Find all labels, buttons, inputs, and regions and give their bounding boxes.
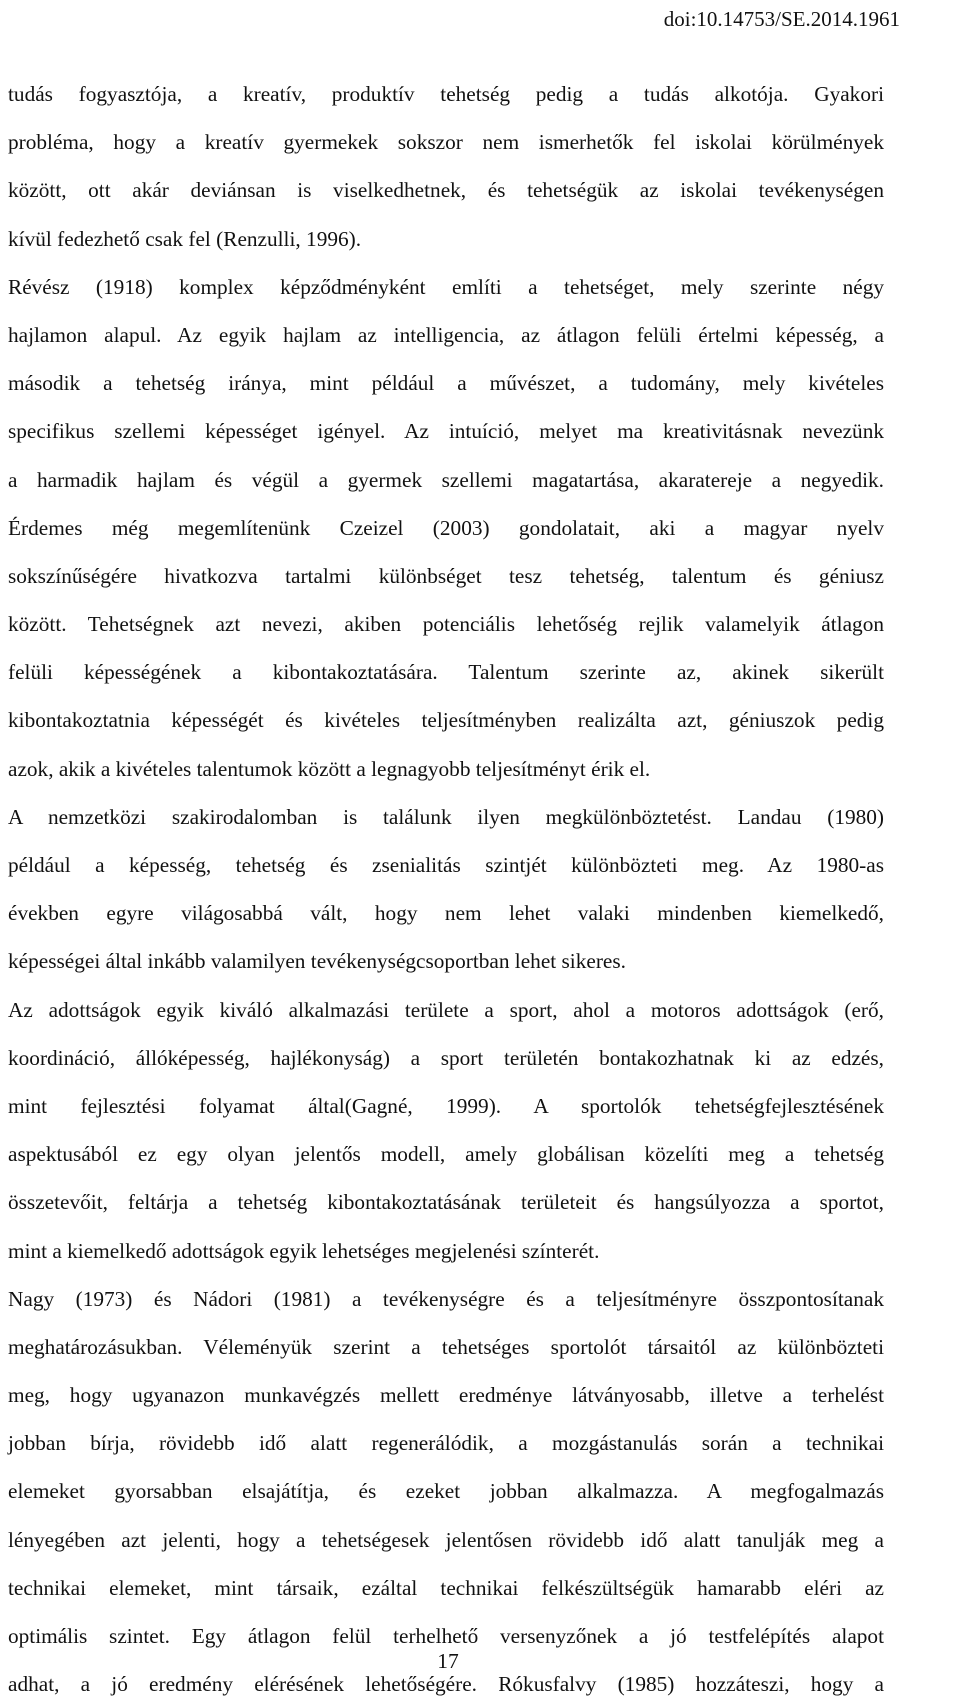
text-line: Az adottságok egyik kiváló alkalmazási területe a sport, ahol a motoros adottságok (erő, bbox=[8, 997, 884, 1022]
text-line: elemeket gyorsabban elsajátítja, és ezeket jobban alkalmazza. A megfogalmazás bbox=[8, 1479, 884, 1504]
text-line: adhat, a jó eredmény elérésének lehetőségére. Rókusfalvy (1985) hozzáteszi, hogy a bbox=[8, 1672, 884, 1697]
text-line: mint fejlesztési folyamat által(Gagné, 1999). A sportolók tehetségfejlesztésének bbox=[8, 1093, 884, 1118]
text-line: koordináció, állóképesség, hajlékonyság) a sport területén bontakozhatnak ki az edzés, bbox=[8, 1045, 884, 1070]
text-line: azok, akik a kivételes talentumok között a legnagyobb teljesítményt érik el. bbox=[8, 756, 651, 781]
text-line: között. Tehetségnek azt nevezi, akiben potenciális lehetőség rejlik valamelyik átlagon bbox=[8, 612, 884, 637]
text-line: kibontakoztatnia képességét és kivételes teljesítményben realizálta azt, géniuszok pedig bbox=[8, 708, 884, 733]
text-line: összetevőit, feltárja a tehetség kibontakoztatásának területeit és hangsúlyozza a sportot, bbox=[8, 1190, 884, 1215]
page-number: 17 bbox=[437, 1649, 459, 1673]
text-line: lényegében azt jelenti, hogy a tehetségesek jelentősen rövidebb idő alatt tanulják meg a bbox=[8, 1527, 884, 1552]
text-line: tudás fogyasztója, a kreatív, produktív tehetség pedig a tudás alkotója. Gyakori bbox=[8, 82, 884, 106]
text-line: második a tehetség iránya, mint például a művészet, a tudomány, mely kivételes bbox=[8, 371, 884, 396]
text-line: jobban bírja, rövidebb idő alatt regenerálódik, a mozgástanulás során a technikai bbox=[8, 1431, 884, 1456]
text-line: a harmadik hajlam és végül a gyermek szellemi magatartása, akaratereje a negyedik. bbox=[8, 467, 884, 492]
paragraph bbox=[8, 986, 884, 1275]
doi-header: doi:10.14753/SE.2014.1961 bbox=[663, 7, 900, 31]
text-line: meghatározásukban. Véleményük szerint a tehetséges sportolót társaitól az különbözteti bbox=[8, 1334, 884, 1359]
text-line: években egyre világosabbá vált, hogy nem lehet valaki mindenben kiemelkedő, bbox=[8, 901, 884, 926]
text-line: technikai elemeket, mint társaik, ezáltal technikai felkészültségük hamarabb eléri az bbox=[8, 1575, 884, 1600]
paragraph bbox=[8, 1275, 884, 1708]
paragraph bbox=[8, 793, 884, 986]
text-line: A nemzetközi szakirodalomban is találunk ilyen megkülönböztetést. Landau (1980) bbox=[8, 804, 884, 829]
body-text bbox=[8, 70, 884, 1708]
text-line: például a képesség, tehetség és zsenialitás szintjét különbözteti meg. Az 1980-as bbox=[8, 853, 884, 877]
text-line: felüli képességének a kibontakoztatására. Talentum szerinte az, akinek sikerült bbox=[8, 660, 884, 685]
text-line: Nagy (1973) és Nádori (1981) a tevékenységre és a teljesítményre összpontosítanak bbox=[8, 1286, 884, 1311]
text-line: között, ott akár deviánsan is viselkedhetnek, és tehetségük az iskolai tevékenységen bbox=[8, 178, 884, 203]
text-line: képességei által inkább valamilyen tevékenységcsoportban lehet sikeres. bbox=[8, 949, 626, 974]
text-line: sokszínűségére hivatkozva tartalmi különbséget tesz tehetség, talentum és géniusz bbox=[8, 563, 884, 588]
paragraph bbox=[8, 263, 884, 793]
text-line: specifikus szellemi képességet igényel. Az intuíció, melyet ma kreativitásnak nevezünk bbox=[8, 419, 884, 444]
text-line: Révész (1918) komplex képződményként említi a tehetséget, mely szerinte négy bbox=[8, 274, 884, 299]
text-line: mint a kiemelkedő adottságok egyik lehetséges megjelenési színterét. bbox=[8, 1238, 600, 1263]
text-line: probléma, hogy a kreatív gyermekek sokszor nem ismerhetők fel iskolai körülmények bbox=[8, 130, 884, 155]
text-line: kívül fedezhető csak fel (Renzulli, 1996). bbox=[8, 226, 362, 251]
text-line: meg, hogy ugyanazon munkavégzés mellett eredménye látványosabb, illetve a terhelést bbox=[8, 1383, 884, 1408]
text-line: hajlamon alapul. Az egyik hajlam az intelligencia, az átlagon felüli értelmi képesség, a bbox=[8, 322, 884, 347]
paragraph bbox=[8, 70, 884, 263]
text-line: optimális szintet. Egy átlagon felül terhelhető versenyzőnek a jó testfelépítés alapot bbox=[8, 1624, 884, 1648]
text-line: aspektusából ez egy olyan jelentős modell, amely globálisan közelíti meg a tehetség bbox=[8, 1142, 884, 1167]
text-line: Érdemes még megemlítenünk Czeizel (2003) gondolatait, aki a magyar nyelv bbox=[8, 515, 884, 540]
